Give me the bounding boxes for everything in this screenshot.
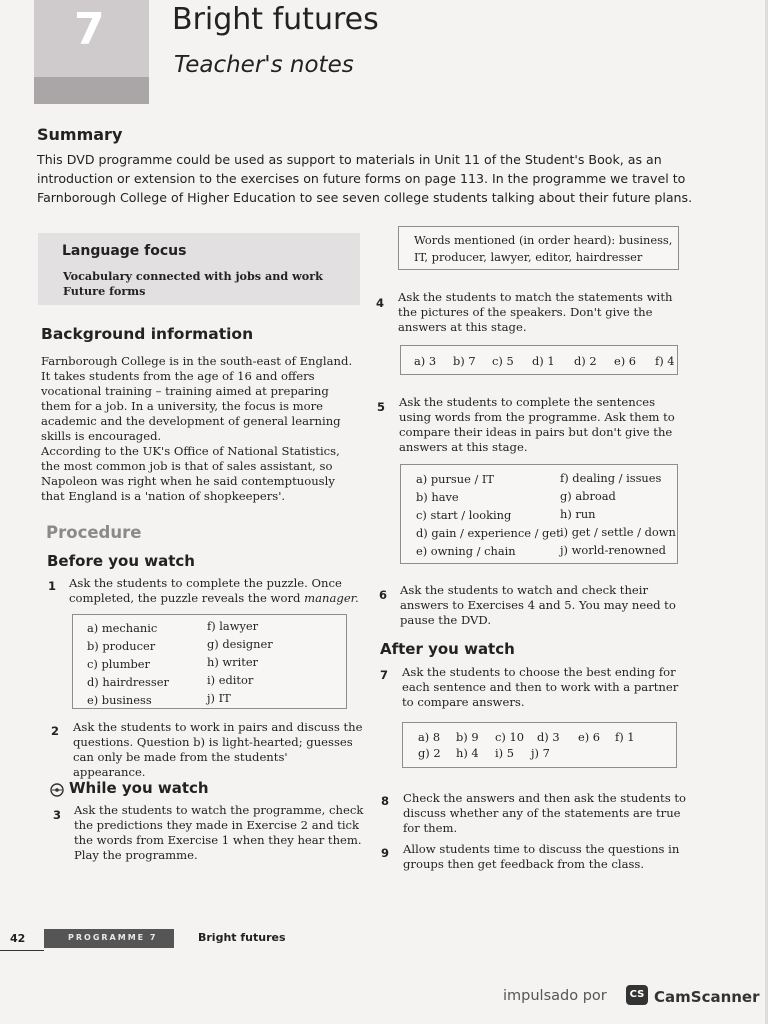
step-line: the predictions they made in Exercise 2 and tick	[74, 818, 360, 832]
answer-cell: h) writer	[207, 655, 259, 669]
step-line: answers at this stage.	[399, 440, 528, 454]
answer-cell: b) 7	[453, 354, 476, 368]
answer-cell: e) business	[87, 693, 152, 707]
answer-cell: b) producer	[87, 639, 156, 653]
step-9-text	[403, 842, 693, 872]
before-watch-heading: Before you watch	[47, 552, 195, 570]
answers-7-box	[402, 722, 677, 768]
step-line: Ask the students to watch the programme, check	[74, 803, 364, 817]
step-5-text	[399, 395, 689, 455]
step-line: to compare answers.	[402, 695, 525, 709]
answer-cell: d) 3	[537, 730, 560, 744]
step-8-text	[403, 791, 693, 836]
step-2-text	[73, 720, 363, 780]
step-emphasis: manager.	[304, 591, 359, 605]
step-line: answers to Exercises 4 and 5. You may need to	[400, 598, 676, 612]
step-number: 2	[51, 724, 60, 738]
answer-cell: d) gain / experience / get	[416, 526, 561, 540]
step-line: Allow students time to discuss the questions in	[403, 842, 680, 856]
background-line: academic and the development of general learning	[41, 414, 341, 428]
step-3-text	[74, 803, 364, 863]
step-line: the pictures of the speakers. Don't give the	[398, 305, 653, 319]
step-line: answers at this stage.	[398, 320, 527, 334]
background-heading: Background information	[41, 325, 254, 343]
answer-cell: c) plumber	[87, 657, 150, 671]
step-line: Play the programme.	[74, 848, 198, 862]
step-line: Ask the students to choose the best ending for	[402, 665, 676, 679]
background-line: that England is a 'nation of shopkeepers'.	[41, 489, 286, 503]
answer-cell: b) have	[416, 490, 459, 504]
words-mentioned-line: Words mentioned (in order heard): business,	[414, 233, 673, 247]
step-number: 3	[53, 808, 62, 822]
answer-cell: j) world-renowned	[560, 543, 666, 557]
answers-5-box	[400, 464, 678, 564]
answers-4-box	[400, 345, 678, 375]
answer-cell: f) 4	[655, 354, 675, 368]
words-mentioned-box	[398, 226, 679, 270]
step-line: the words from Exercise 1 when they hear them.	[74, 833, 362, 847]
answer-cell: f) dealing / issues	[560, 471, 662, 485]
after-watch-heading: After you watch	[380, 640, 515, 658]
step-number: 9	[381, 846, 390, 860]
answer-cell: h) 4	[456, 746, 479, 760]
answer-cell: g) designer	[207, 637, 273, 651]
step-1-text	[69, 576, 359, 606]
answer-cell: c) 10	[495, 730, 524, 744]
answer-cell: a) pursue / IT	[416, 472, 495, 486]
language-focus-item: Future forms	[63, 284, 146, 298]
step-line: can only be made from the students' appearance.	[73, 750, 288, 779]
answers-1-box	[72, 614, 347, 709]
step-number: 6	[379, 588, 388, 602]
page-subtitle: Teacher's notes	[174, 52, 354, 78]
words-mentioned-line: IT, producer, lawyer, editor, hairdresser	[414, 250, 643, 264]
answer-cell: a) 8	[418, 730, 441, 744]
answer-cell: a) 3	[414, 354, 437, 368]
answer-cell: e) 6	[578, 730, 601, 744]
answer-cell: e) 6	[614, 354, 637, 368]
step-line: for them.	[403, 821, 458, 835]
language-focus-box	[38, 233, 360, 305]
page-title: Bright futures	[172, 2, 379, 37]
summary-line: introduction or extension to the exercises on future forms on page 113. In the programme we travel to	[37, 171, 686, 186]
answer-cell: e) owning / chain	[416, 544, 516, 558]
step-line: pause the DVD.	[400, 613, 492, 627]
answer-cell: i) editor	[207, 673, 254, 687]
background-line: According to the UK's Office of National Statistics,	[41, 444, 340, 458]
background-line: skills is encouraged.	[41, 429, 162, 443]
background-line: them for a job. In a university, the focus is more	[41, 399, 324, 413]
step-line: Ask the students to watch and check their	[400, 583, 649, 597]
summary-line: This DVD programme could be used as support to materials in Unit 11 of the Student's Book, as an	[37, 152, 662, 167]
watermark-brand: CamScanner	[654, 988, 760, 1006]
answer-cell: g) abroad	[560, 489, 616, 503]
answer-cell: j) IT	[207, 691, 231, 705]
summary-heading: Summary	[37, 125, 123, 144]
unit-box	[34, 0, 149, 104]
step-line: each sentence and then to work with a partner	[402, 680, 679, 694]
step-number: 1	[48, 579, 57, 593]
step-6-text	[400, 583, 690, 628]
footer-band	[44, 929, 174, 948]
unit-number: 7	[74, 4, 105, 55]
step-line: using words from the programme. Ask them to	[399, 410, 675, 424]
step-line: groups then get feedback from the class.	[403, 857, 645, 871]
answer-cell: c) start / looking	[416, 508, 512, 522]
answer-cell: f) lawyer	[207, 619, 259, 633]
page-number: 42	[10, 932, 26, 945]
while-watch-heading: While you watch	[69, 779, 209, 797]
summary-line: Farnborough College of Higher Education to see seven college students talking about their future plans.	[37, 190, 693, 205]
step-line: Ask the students to complete the puzzle. Once	[69, 576, 342, 590]
step-line: Ask the students to complete the sentences	[399, 395, 656, 409]
answer-cell: i) get / settle / down	[560, 525, 676, 539]
step-line: Check the answers and then ask the students to	[403, 791, 686, 805]
step-line: questions. Question b) is light-hearted; guesses	[73, 735, 353, 749]
answer-cell: c) 5	[492, 354, 514, 368]
step-line: completed, the puzzle reveals the word	[69, 591, 305, 605]
footer-band-label: PROGRAMME 7	[68, 933, 158, 942]
footer-title: Bright futures	[198, 931, 286, 944]
background-line: vocational training – training aimed at preparing	[41, 384, 329, 398]
step-number: 4	[376, 296, 385, 310]
step-line: compare their ideas in pairs but don't give the	[399, 425, 673, 439]
background-line: It takes students from the age of 16 and offers	[41, 369, 315, 383]
step-7-text	[402, 665, 692, 710]
step-line: discuss whether any of the statements are true	[403, 806, 681, 820]
camscanner-logo-icon: CS	[626, 985, 648, 1005]
language-focus-item: Vocabulary connected with jobs and work	[63, 269, 323, 283]
answer-cell: d) hairdresser	[87, 675, 169, 689]
procedure-heading: Procedure	[46, 523, 142, 542]
answer-cell: f) 1	[615, 730, 635, 744]
dvd-icon	[50, 782, 64, 801]
step-number: 5	[377, 400, 386, 414]
answer-cell: a) mechanic	[87, 621, 158, 635]
step-number: 7	[380, 668, 389, 682]
answer-cell: b) 9	[456, 730, 479, 744]
footer-rule	[0, 950, 44, 951]
background-text	[41, 354, 361, 504]
background-line: Napoleon was right when he said contemptuously	[41, 474, 335, 488]
answer-cell: d) 1	[532, 354, 555, 368]
answer-cell: i) 5	[495, 746, 514, 760]
step-number: 8	[381, 794, 390, 808]
answer-cell: d) 2	[574, 354, 597, 368]
background-line: the most common job is that of sales assistant, so	[41, 459, 333, 473]
watermark-text: impulsado por	[503, 988, 607, 1004]
step-4-text	[398, 290, 688, 335]
summary-text	[37, 150, 697, 207]
step-line: Ask the students to work in pairs and discuss the	[73, 720, 363, 734]
language-focus-heading: Language focus	[62, 243, 187, 259]
answer-cell: h) run	[560, 507, 596, 521]
answer-cell: g) 2	[418, 746, 441, 760]
answer-cell: j) 7	[531, 746, 550, 760]
unit-box-band	[34, 77, 149, 104]
background-line: Farnborough College is in the south-east of England.	[41, 354, 353, 368]
step-line: Ask the students to match the statements with	[398, 290, 673, 304]
